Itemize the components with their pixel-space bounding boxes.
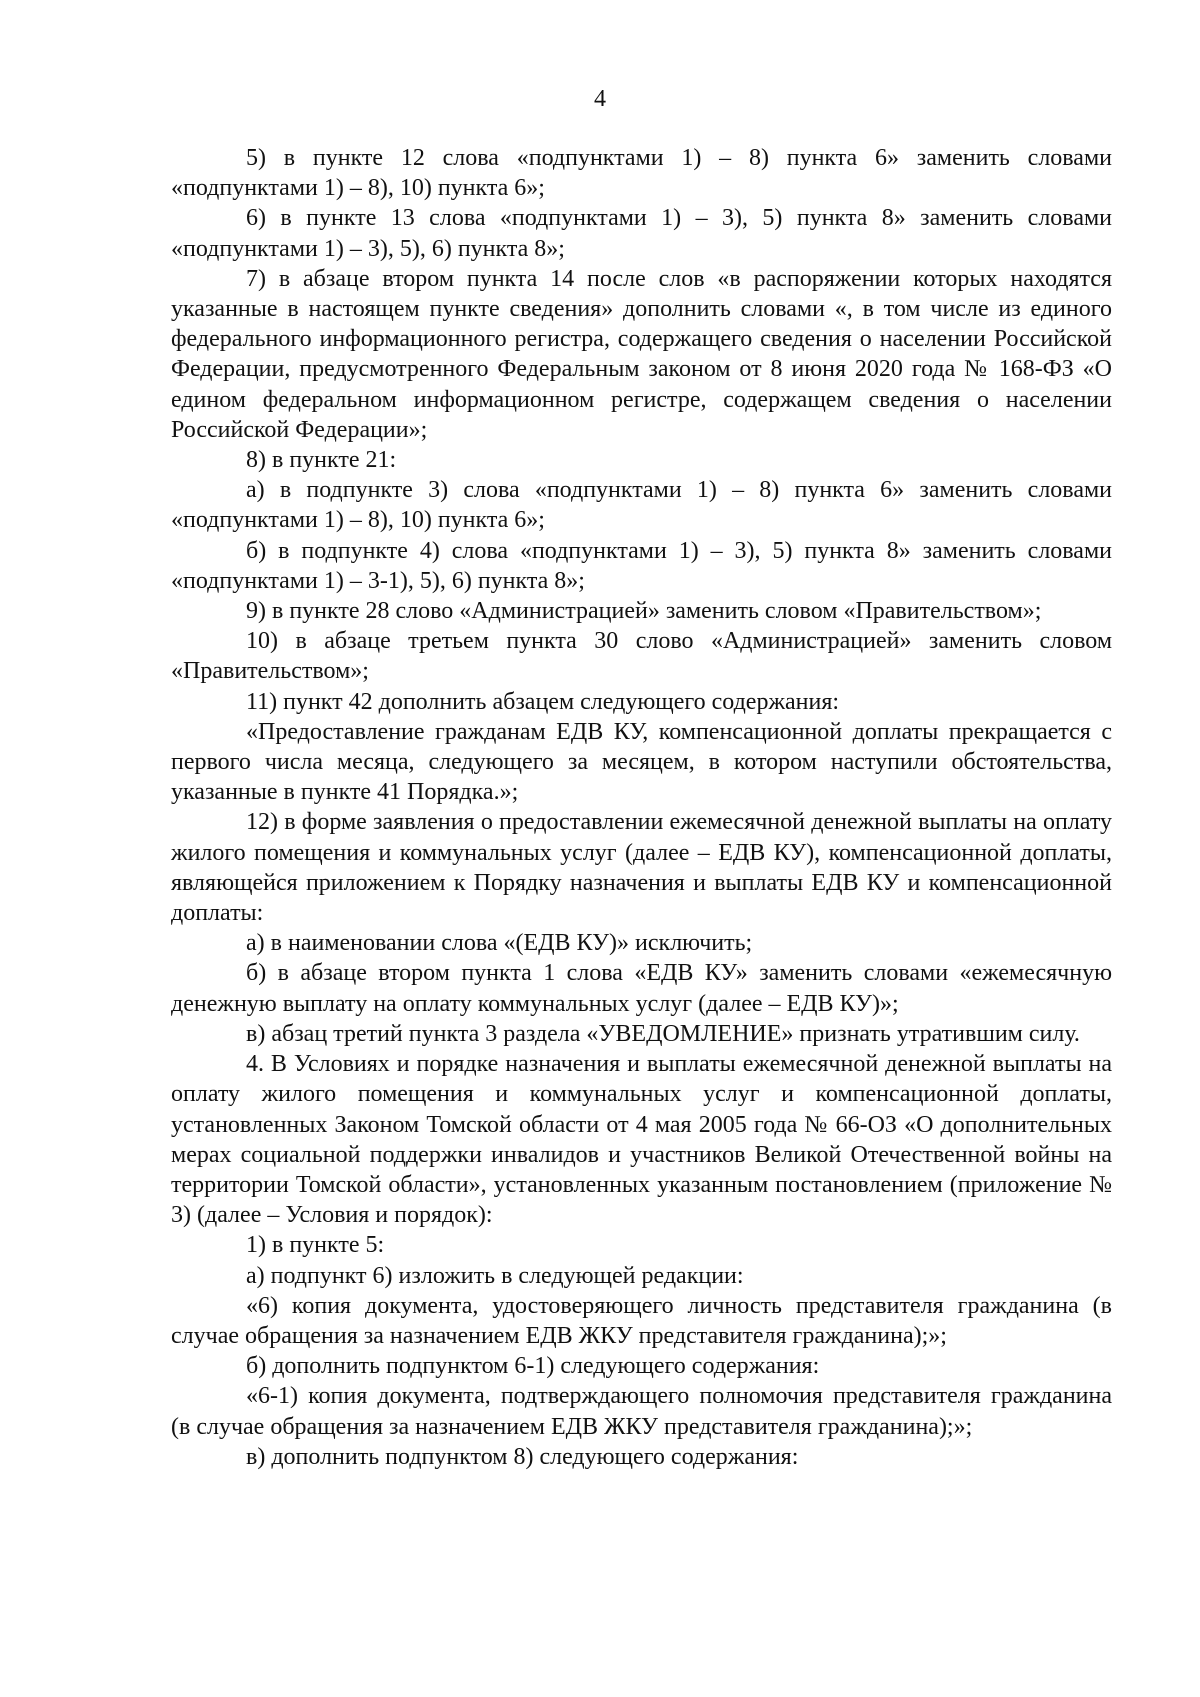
paragraph: 12) в форме заявления о предоставлении ежемесячной денежной выплаты на оплату жилого помещения и коммунальных услуг (далее – ЕДВ КУ), компенсационной доплаты, являющейся приложением к Порядку назначения и выплаты ЕДВ КУ и компенсационной доплаты:	[171, 809, 1112, 927]
paragraph: а) в подпункте 3) слова «подпунктами 1) – 8) пункта 6» заменить словами «подпунктами 1) – 8), 10) пункта 6»;	[171, 477, 1112, 534]
document-body	[171, 143, 1112, 1472]
paragraph: в) абзац третий пункта 3 раздела «УВЕДОМЛЕНИЕ» признать утратившим силу.	[246, 1020, 1080, 1047]
paragraph: 4. В Условиях и порядке назначения и выплаты ежемесячной денежной выплаты на оплату жилого помещения и коммунальных услуг и компенсационной доплаты, установленных Законом Томской области от 4 мая 2005 года № 66-ОЗ «О дополнительных мерах социальной поддержки инвалидов и участников Великой Отечественной войны на территории Томской области», установленных указанным постановлением (приложение № 3) (далее – Условия и порядок):	[171, 1051, 1112, 1229]
paragraph: «6-1) копия документа, подтверждающего полномочия представителя гражданина (в случае обращения за назначением ЕДВ ЖКУ представителя гражданина);»;	[171, 1383, 1112, 1440]
paragraph: б) в подпункте 4) слова «подпунктами 1) – 3), 5) пункта 8» заменить словами «подпунктами 1) – 3-1), 5), 6) пункта 8»;	[171, 537, 1112, 594]
paragraph: а) подпункт 6) изложить в следующей редакции:	[246, 1262, 744, 1289]
paragraph: 1) в пункте 5:	[246, 1232, 385, 1259]
paragraph: 11) пункт 42 дополнить абзацем следующего содержания:	[246, 688, 840, 715]
paragraph: 8) в пункте 21:	[246, 447, 397, 474]
paragraph: а) в наименовании слова «(ЕДВ КУ)» исключить;	[246, 930, 753, 957]
page-number: 4	[594, 86, 606, 112]
paragraph: б) в абзаце втором пункта 1 слова «ЕДВ КУ» заменить словами «ежемесячную денежную выплату на оплату коммунальных услуг (далее – ЕДВ КУ)»;	[171, 960, 1112, 1017]
paragraph: 5) в пункте 12 слова «подпунктами 1) – 8) пункта 6» заменить словами «подпунктами 1) – 8), 10) пункта 6»;	[171, 145, 1112, 202]
paragraph: б) дополнить подпунктом 6-1) следующего содержания:	[246, 1353, 820, 1380]
paragraph: 6) в пункте 13 слова «подпунктами 1) – 3), 5) пункта 8» заменить словами «подпунктами 1) – 3), 5), 6) пункта 8»;	[171, 205, 1112, 262]
paragraph: 10) в абзаце третьем пункта 30 слово «Администрацией» заменить словом «Правительством»;	[171, 628, 1112, 685]
paragraph: «Предоставление гражданам ЕДВ КУ, компенсационной доплаты прекращается с первого числа месяца, следующего за месяцем, в котором наступили обстоятельства, указанные в пункте 41 Порядка.»;	[171, 718, 1112, 806]
paragraph: в) дополнить подпунктом 8) следующего содержания:	[246, 1443, 799, 1470]
paragraph: «6) копия документа, удостоверяющего личность представителя гражданина (в случае обращения за назначением ЕДВ ЖКУ представителя гражданина);»;	[171, 1292, 1112, 1349]
paragraph: 7) в абзаце втором пункта 14 после слов «в распоряжении которых находятся указанные в настоящем пункте сведения» дополнить словами «, в том числе из единого федерального информационного регистра, содержащего сведения о населении Российской Федерации, предусмотренного Федеральным законом от 8 июня 2020 года № 168-ФЗ «О едином федеральном информационном регистре, содержащем сведения о населении Российской Федерации»;	[171, 265, 1112, 443]
paragraph: 9) в пункте 28 слово «Администрацией» заменить словом «Правительством»;	[246, 598, 1042, 625]
